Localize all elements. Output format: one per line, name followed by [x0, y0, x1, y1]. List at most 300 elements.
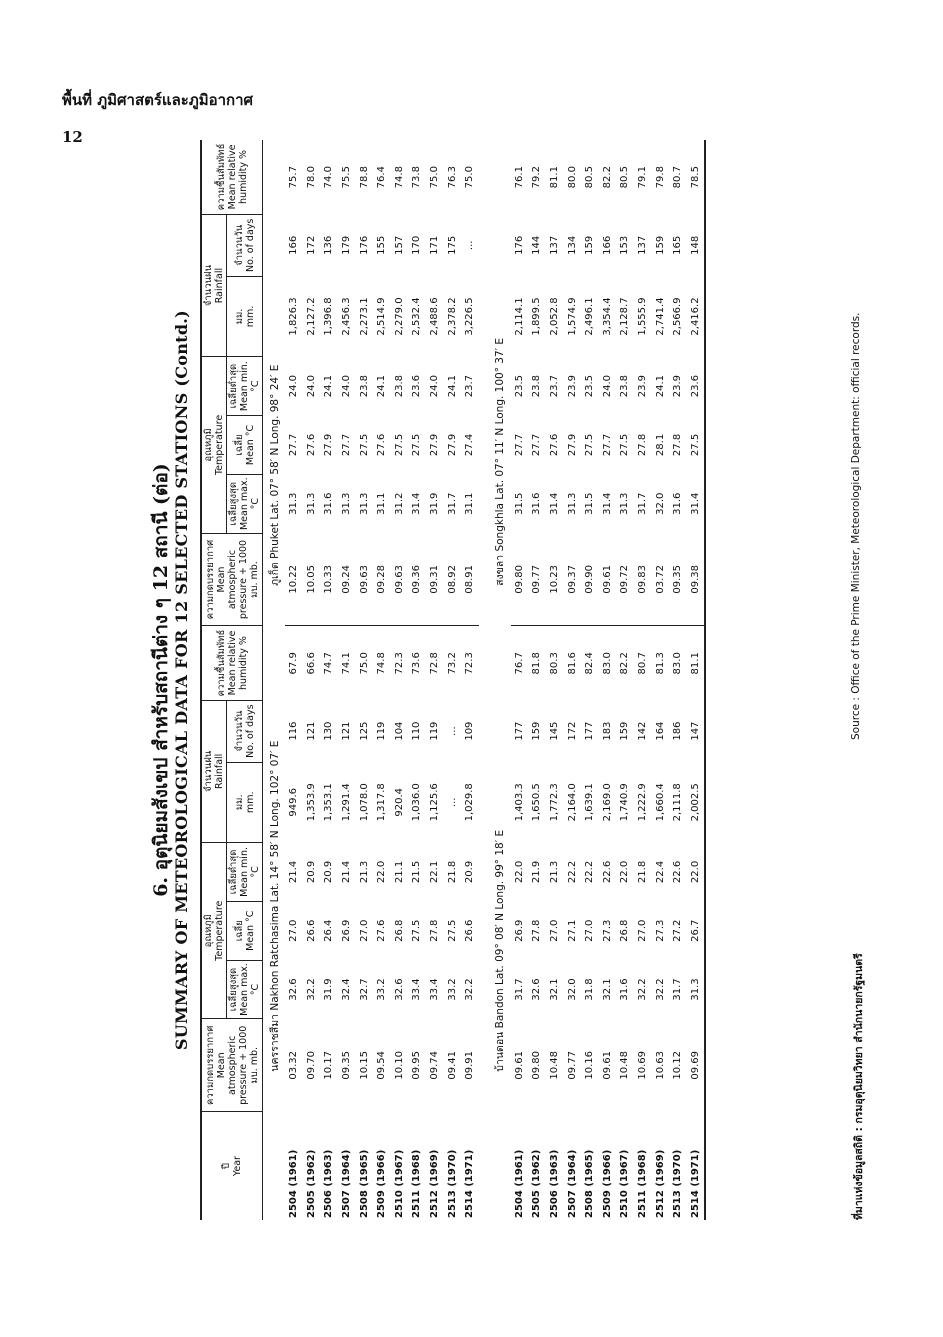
year-cell: 2512 (1969) — [429, 1149, 441, 1218]
data-cell: 10.48 — [619, 1051, 631, 1080]
data-cell: 22.1 — [429, 860, 441, 884]
data-cell: 67.9 — [288, 652, 300, 675]
data-cell: 2,456.3 — [341, 297, 353, 336]
data-cell: 27.7 — [531, 433, 543, 457]
data-cell: 27.1 — [566, 919, 578, 942]
pressure-unit: มบ. mb. — [248, 561, 260, 598]
data-cell: 31.6 — [619, 978, 631, 1001]
data-cell: 10.22 — [285, 533, 303, 626]
data-cell: 27.0 — [636, 919, 648, 942]
data-cell: 75.0 — [429, 166, 441, 189]
data-cell: 66.6 — [305, 652, 317, 675]
data-cell: 23.9 — [672, 375, 684, 398]
year-cell: 2507 (1964) — [341, 1149, 353, 1218]
data-cell: 75.7 — [288, 166, 300, 189]
data-cell: 79.8 — [654, 166, 666, 189]
data-cell: 32.6 — [531, 978, 543, 1001]
data-cell: 23.8 — [393, 375, 405, 398]
data-cell: 157 — [393, 235, 405, 255]
data-cell: 76.4 — [376, 166, 388, 189]
data-cell: 1,826.3 — [288, 297, 300, 336]
data-cell: 09.28 — [373, 533, 391, 626]
data-cell: 27.6 — [376, 433, 388, 457]
data-cell: 08.92 — [443, 533, 461, 626]
data-cell: 24.0 — [288, 375, 300, 398]
data-cell: 10.69 — [636, 1051, 648, 1080]
data-cell: 09.90 — [581, 533, 599, 626]
data-cell: 31.1 — [376, 492, 388, 515]
data-cell: 21.8 — [636, 860, 648, 884]
data-cell: 22.0 — [513, 860, 525, 884]
rain-days-header-en: No. of days — [244, 218, 256, 273]
data-cell: 920.4 — [393, 787, 405, 817]
data-cell: 79.2 — [531, 166, 543, 189]
data-cell: 31.5 — [513, 492, 525, 515]
data-cell: 27.5 — [584, 433, 596, 457]
data-cell: 31.6 — [323, 492, 335, 515]
data-cell: 27.7 — [341, 433, 353, 457]
data-cell: 76.3 — [446, 166, 458, 189]
data-cell: 171 — [429, 235, 441, 255]
data-cell: 27.7 — [288, 433, 300, 457]
data-cell: 159 — [654, 235, 666, 255]
data-cell: 31.3 — [288, 492, 300, 515]
data-cell: 134 — [566, 235, 578, 255]
station-name: ภูเก็ต Phuket Lat. 07° 58′ N Long. 98° 24′ E — [268, 364, 281, 586]
data-cell: 31.2 — [393, 492, 405, 515]
data-cell: 172 — [305, 235, 317, 255]
data-cell: 121 — [341, 721, 353, 741]
data-cell: 31.3 — [686, 960, 705, 1019]
data-cell: 24.0 — [341, 375, 353, 398]
table-row — [528, 140, 546, 1220]
data-cell: 82.2 — [619, 652, 631, 675]
data-cell: 83.0 — [601, 652, 613, 675]
data-cell: 09.72 — [616, 533, 634, 626]
rain-days-header — [227, 214, 263, 276]
data-cell: 121 — [305, 721, 317, 741]
data-cell: 32.2 — [464, 978, 476, 1001]
data-cell: 23.5 — [513, 375, 525, 398]
temperature-header — [201, 843, 227, 1019]
data-cell: 27.0 — [584, 919, 596, 942]
data-cell: 09.63 — [355, 533, 373, 626]
data-cell: 148 — [686, 214, 705, 276]
year-cell: 2505 (1962) — [531, 1149, 543, 1218]
pressure-header — [201, 1019, 263, 1112]
rain-mm-header-th: มม. — [233, 308, 245, 325]
year-cell: 2504 (1961) — [513, 1149, 525, 1218]
table-row — [651, 140, 669, 1220]
rainfall-header-en: Rainfall — [214, 753, 225, 790]
empty-cell — [479, 1112, 511, 1220]
pressure-header-th: ความกดบรรยากาศ — [204, 1025, 216, 1106]
data-cell: 22.2 — [566, 860, 578, 884]
data-cell: 27.2 — [672, 919, 684, 942]
data-cell: 165 — [672, 235, 684, 255]
data-cell: 2,169.0 — [601, 783, 613, 822]
data-cell: 21.4 — [341, 860, 353, 884]
rainfall-header-en: Rainfall — [214, 267, 225, 304]
data-cell: 27.5 — [411, 433, 423, 457]
data-cell: 27.7 — [513, 433, 525, 457]
tmean-header-th: เฉลี่ย — [233, 920, 245, 942]
data-cell: 23.8 — [531, 375, 543, 398]
data-cell: 177 — [584, 721, 596, 741]
data-cell: 1,078.0 — [358, 783, 370, 822]
tmin-header-en: Mean min. °C — [239, 847, 261, 897]
data-cell: 1,222.9 — [636, 783, 648, 822]
tmin-header — [227, 843, 263, 902]
data-cell: 145 — [549, 721, 561, 741]
data-cell: 80.0 — [566, 166, 578, 189]
data-cell: 949.6 — [288, 787, 300, 817]
data-cell: 27.5 — [619, 433, 631, 457]
data-cell: 81.3 — [654, 652, 666, 675]
data-cell: 179 — [341, 235, 353, 255]
year-cell: 2512 (1969) — [654, 1149, 666, 1218]
data-cell: 142 — [636, 721, 648, 741]
data-cell: 82.4 — [584, 652, 596, 675]
data-cell: 78.5 — [686, 140, 705, 214]
data-cell: 09.91 — [464, 1051, 476, 1080]
data-cell: 10.17 — [323, 1051, 335, 1080]
data-cell: 2,416.2 — [686, 276, 705, 356]
data-cell: 27.5 — [446, 919, 458, 942]
data-cell: 27.0 — [549, 919, 561, 942]
table-row — [338, 140, 356, 1220]
rain-days-header — [227, 700, 263, 762]
data-cell: 186 — [672, 721, 684, 741]
data-cell: 20.9 — [323, 860, 335, 884]
tmin-header-th: เฉลี่ยต่ำสุด — [228, 363, 239, 409]
pressure-header-en: Mean atmospheric pressure + 1000 — [215, 1025, 249, 1105]
temperature-header-th: อุณหภูมิ — [203, 428, 214, 462]
source-english: Source : Office of the Prime Minister, Meteorological Department: official records. — [850, 312, 862, 740]
data-cell: 147 — [686, 700, 705, 762]
data-cell: 72.3 — [393, 652, 405, 675]
data-cell: 3,354.4 — [601, 297, 613, 336]
table-row — [320, 140, 338, 1220]
rainfall-header-th: จำนวนฝน — [203, 750, 214, 792]
data-cell: 166 — [288, 235, 300, 255]
data-cell: 1,036.0 — [411, 783, 423, 822]
rain-mm-header-en: mm. — [244, 305, 256, 328]
tmean-header — [227, 416, 263, 475]
table-row — [634, 140, 652, 1220]
table-row — [686, 140, 705, 1220]
data-cell: 33.2 — [446, 978, 458, 1001]
data-cell: 10.33 — [320, 533, 338, 626]
data-cell: 79.1 — [636, 166, 648, 189]
data-cell: 74.1 — [341, 652, 353, 675]
data-cell: 75.0 — [464, 166, 476, 189]
data-cell: 09.80 — [511, 533, 529, 626]
data-cell: 24.1 — [654, 375, 666, 398]
data-cell: 23.9 — [636, 375, 648, 398]
tmax-header-th: เฉลี่ยสูงสุด — [228, 967, 239, 1012]
data-cell: 22.4 — [654, 860, 666, 884]
data-cell: 10.15 — [358, 1051, 370, 1080]
data-cell: 80.5 — [619, 166, 631, 189]
data-cell: 27.0 — [288, 919, 300, 942]
data-cell: 153 — [619, 235, 631, 255]
humidity-header-en: Mean relative humidity % — [226, 630, 249, 696]
year-cell: 2513 (1970) — [446, 1149, 458, 1218]
data-cell: 31.4 — [686, 474, 705, 533]
humidity-header — [201, 626, 263, 700]
data-cell: 10.23 — [546, 533, 564, 626]
data-cell: 130 — [323, 721, 335, 741]
data-cell: 159 — [584, 235, 596, 255]
data-cell: 32.2 — [305, 978, 317, 1001]
data-cell: 2,052.8 — [549, 297, 561, 336]
tmin-header — [227, 357, 263, 416]
year-cell: 2511 (1968) — [411, 1149, 423, 1218]
data-cell: 27.9 — [446, 433, 458, 457]
table-row — [443, 140, 461, 1220]
data-cell: 31.7 — [513, 978, 525, 1001]
data-cell: 27.3 — [601, 919, 613, 942]
data-cell: 32.6 — [393, 978, 405, 1001]
rain-mm-header — [227, 762, 263, 842]
year-cell: 2509 (1966) — [376, 1149, 388, 1218]
data-cell: 10.16 — [584, 1051, 596, 1080]
rain-days-header-en: No. of days — [244, 704, 256, 758]
data-cell: 09.41 — [446, 1051, 458, 1080]
data-cell: 23.6 — [686, 357, 705, 416]
year-cell: 2509 (1966) — [601, 1149, 613, 1218]
data-cell: 81.1 — [549, 166, 561, 189]
page-header — [62, 88, 253, 146]
year-cell: 2513 (1970) — [672, 1149, 684, 1218]
year-cell: 2508 (1965) — [358, 1149, 370, 1218]
data-cell: 09.61 — [513, 1051, 525, 1080]
data-cell: 09.35 — [341, 1051, 353, 1080]
tmean-header-th: เฉลี่ย — [233, 434, 245, 456]
data-cell: ... — [446, 726, 458, 736]
data-cell: 32.6 — [288, 978, 300, 1001]
data-cell: 31.3 — [305, 492, 317, 515]
data-cell: 10.63 — [654, 1051, 666, 1080]
data-cell: 74.8 — [376, 652, 388, 675]
data-cell: 1,772.3 — [549, 783, 561, 822]
data-cell: 09.61 — [599, 533, 617, 626]
data-cell: 1,740.9 — [619, 783, 631, 822]
data-cell: 31.6 — [531, 492, 543, 515]
data-cell: 172 — [566, 721, 578, 741]
tmean-header-en: Mean °C — [244, 424, 256, 466]
data-cell: 09.74 — [429, 1051, 441, 1080]
data-cell: 73.8 — [411, 166, 423, 189]
table-row — [511, 140, 529, 1220]
data-cell: 23.8 — [358, 375, 370, 398]
temperature-header-th: อุณหภูมิ — [203, 914, 214, 948]
data-cell: 1,317.8 — [376, 783, 388, 822]
data-cell: 1,291.4 — [341, 783, 353, 822]
data-cell: 125 — [358, 721, 370, 741]
data-cell: 09.80 — [531, 1051, 543, 1080]
station-name: บ้านดอน Bandon Lat. 09° 08′ N Long. 99° 18′ E — [494, 829, 507, 1072]
data-cell: 175 — [446, 235, 458, 255]
data-cell: 09.36 — [408, 533, 426, 626]
data-cell: 1,029.8 — [464, 783, 476, 822]
table-row — [563, 140, 581, 1220]
data-cell: 137 — [636, 235, 648, 255]
data-cell: 31.8 — [584, 978, 596, 1001]
data-cell: 136 — [323, 235, 335, 255]
source-thai: ที่มาแห่งข้อมูลสถิติ : กรมอุตุนิยมวิทยา สำนักนายกรัฐมนตรี — [853, 953, 865, 1220]
data-cell: 82.2 — [601, 166, 613, 189]
data-cell: 2,496.1 — [584, 297, 596, 336]
tmin-header-en: Mean min. °C — [239, 361, 261, 412]
data-cell: 144 — [531, 235, 543, 255]
data-cell: 159 — [531, 721, 543, 741]
data-cell: 81.1 — [686, 626, 705, 700]
data-cell: 78.0 — [305, 166, 317, 189]
data-cell: 22.2 — [584, 860, 596, 884]
data-cell: 09.95 — [411, 1051, 423, 1080]
data-cell: 2,279.0 — [393, 297, 405, 336]
data-cell: 2,111.8 — [672, 783, 684, 822]
data-cell: 26.6 — [464, 919, 476, 942]
data-cell: 80.7 — [672, 166, 684, 189]
data-cell: 104 — [393, 721, 405, 741]
data-cell: 78.8 — [358, 166, 370, 189]
temperature-header-en: Temperature — [214, 900, 225, 961]
data-cell: 09.54 — [376, 1051, 388, 1080]
data-cell: 27.7 — [601, 433, 613, 457]
data-cell: 09.70 — [305, 1051, 317, 1080]
data-cell: 31.3 — [341, 492, 353, 515]
data-cell: 28.1 — [654, 433, 666, 457]
data-cell: 27.5 — [411, 919, 423, 942]
data-cell: 24.0 — [429, 375, 441, 398]
humidity-header-th: ความชื้นสัมพัทธ์ — [215, 143, 227, 211]
table-row — [461, 140, 479, 1220]
data-cell: 09.61 — [601, 1051, 613, 1080]
data-cell: 26.4 — [323, 919, 335, 942]
data-cell: 2,002.5 — [686, 762, 705, 842]
year-cell: 2514 (1971) — [464, 1149, 476, 1218]
year-cell: 2505 (1962) — [305, 1149, 317, 1218]
data-cell: 73.2 — [446, 652, 458, 675]
data-cell: 21.3 — [549, 860, 561, 884]
data-cell: 09.35 — [669, 533, 687, 626]
data-cell: 21.8 — [446, 860, 458, 884]
rainfall-header — [201, 214, 227, 356]
data-cell: 74.0 — [323, 166, 335, 189]
data-cell: 09.24 — [338, 533, 356, 626]
data-cell: 09.38 — [686, 533, 705, 626]
page-number: 12 — [62, 128, 83, 146]
data-cell: 74.8 — [393, 166, 405, 189]
data-cell: 10.10 — [393, 1051, 405, 1080]
year-cell: 2514 (1971) — [686, 1112, 705, 1220]
rain-days-header-th: จำนวนวัน — [233, 710, 245, 752]
rain-days-header-th: จำนวนวัน — [233, 224, 245, 266]
data-cell: 09.77 — [528, 533, 546, 626]
data-cell: 31.5 — [584, 492, 596, 515]
data-cell: 10.05 — [303, 533, 321, 626]
data-cell: 27.5 — [686, 416, 705, 475]
data-cell: 27.5 — [393, 433, 405, 457]
title-thai: 6. อุตุนิยมสังเขป สำหรับสถานีต่าง ๆ 12 สถานี (ต่อ) — [150, 463, 172, 897]
data-cell: 24.1 — [323, 375, 335, 398]
rain-mm-header-th: มม. — [233, 794, 245, 811]
table-row — [373, 140, 391, 1220]
rainfall-header-th: จำนวนฝน — [203, 264, 214, 307]
data-cell: 27.6 — [305, 433, 317, 457]
data-cell: 26.9 — [341, 919, 353, 942]
tmax-header — [227, 474, 263, 533]
data-cell: 166 — [601, 235, 613, 255]
tmin-header-th: เฉลี่ยต่ำสุด — [228, 849, 239, 895]
data-cell: 09.37 — [563, 533, 581, 626]
data-cell: 183 — [601, 721, 613, 741]
data-cell: 31.3 — [358, 492, 370, 515]
data-cell: 31.4 — [411, 492, 423, 515]
tmax-header-th: เฉลี่ยสูงสุด — [228, 481, 239, 526]
rain-mm-header-en: mm. — [244, 791, 256, 814]
data-cell: 80.3 — [549, 652, 561, 675]
data-cell: 26.8 — [393, 919, 405, 942]
data-cell: 27.6 — [549, 433, 561, 457]
data-cell: 72.3 — [464, 652, 476, 675]
title-english: SUMMARY OF METEOROLOGICAL DATA FOR 12 SELECTED STATIONS (Contd.) — [172, 309, 191, 1051]
data-cell: 08.91 — [461, 533, 479, 626]
data-cell: 27.9 — [323, 433, 335, 457]
tmax-header — [227, 960, 263, 1019]
data-cell: 27.5 — [358, 433, 370, 457]
data-cell: 09.83 — [634, 533, 652, 626]
data-cell: 159 — [619, 721, 631, 741]
year-header — [201, 1112, 263, 1220]
data-cell: 27.0 — [358, 919, 370, 942]
data-cell: 75.0 — [358, 652, 370, 675]
data-cell: 2,114.1 — [513, 297, 525, 336]
data-cell: 83.0 — [672, 652, 684, 675]
data-cell: 76.7 — [513, 652, 525, 675]
data-cell: 76.1 — [513, 166, 525, 189]
data-cell: 31.4 — [549, 492, 561, 515]
data-cell: 31.3 — [566, 492, 578, 515]
data-cell: 32.0 — [566, 978, 578, 1001]
table-row — [303, 140, 321, 1220]
data-cell: 27.8 — [531, 919, 543, 942]
data-cell: 31.9 — [429, 492, 441, 515]
data-cell: 31.7 — [636, 492, 648, 515]
data-cell: 155 — [376, 235, 388, 255]
data-cell: 22.0 — [686, 843, 705, 902]
data-cell: 2,273.1 — [358, 297, 370, 336]
station-row — [479, 140, 511, 1220]
data-cell: 31.4 — [601, 492, 613, 515]
data-cell: 176 — [513, 235, 525, 255]
data-cell: 20.9 — [464, 860, 476, 884]
data-cell: 22.6 — [672, 860, 684, 884]
data-cell: 09.69 — [686, 1019, 705, 1112]
section-heading: พื้นที่ ภูมิศาสตร์และภูมิอากาศ — [62, 91, 254, 109]
data-cell: 23.5 — [584, 375, 596, 398]
year-cell: 2510 (1967) — [619, 1149, 631, 1218]
data-cell: 80.7 — [636, 652, 648, 675]
data-cell: 24.1 — [446, 375, 458, 398]
source-note — [850, 140, 868, 1220]
year-cell: 2510 (1967) — [393, 1149, 405, 1218]
data-cell: 21.5 — [411, 860, 423, 884]
table-row — [669, 140, 687, 1220]
